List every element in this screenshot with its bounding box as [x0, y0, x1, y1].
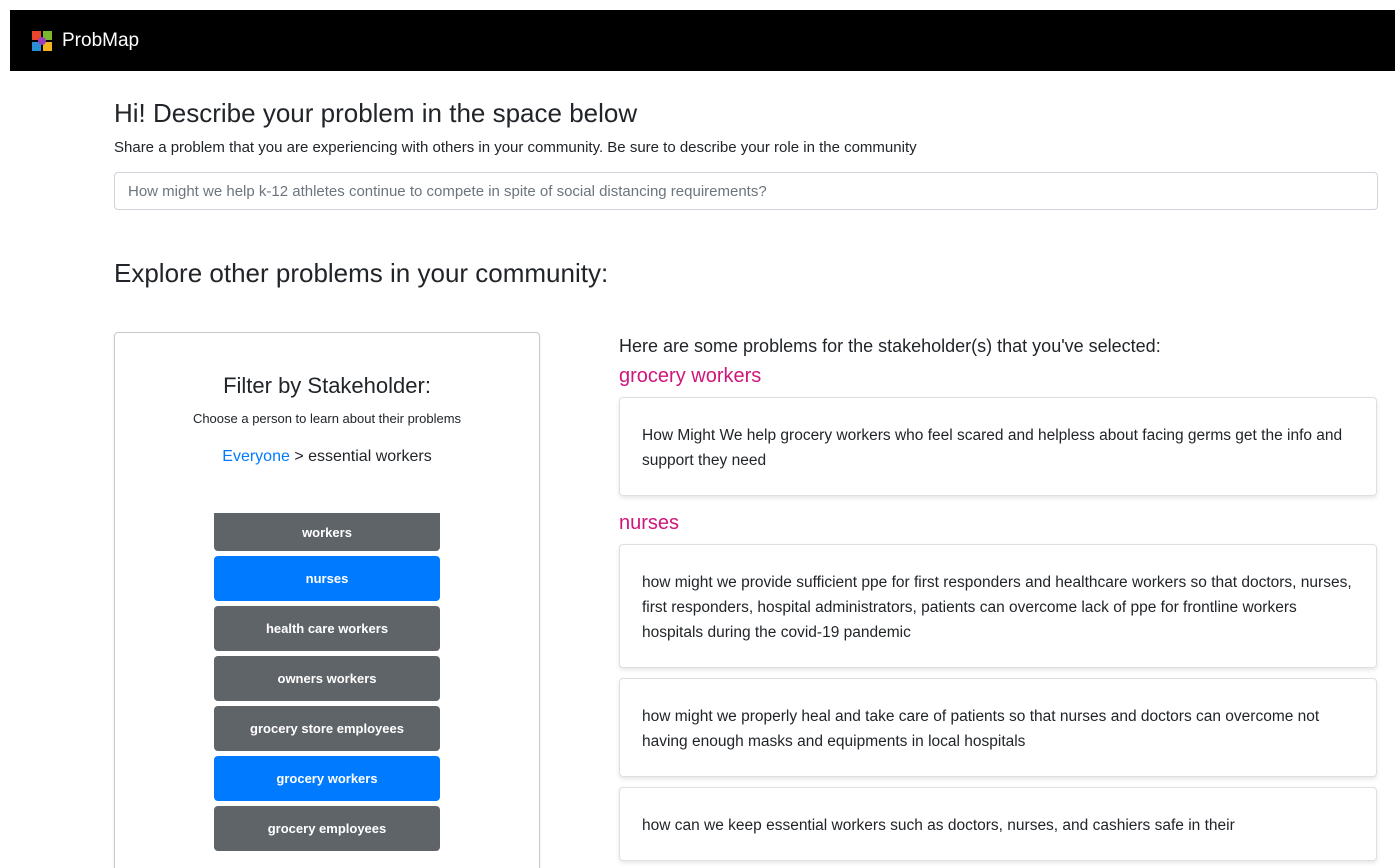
main-section — [114, 98, 1378, 289]
group-heading-nurses: nurses — [619, 512, 680, 534]
stakeholder-button-owners-workers[interactable]: owners workers — [214, 656, 440, 701]
problem-card[interactable]: how might we provide sufficient ppe for first responders and healthcare workers so that doctors, nurses, first responders, hospital administrators, patients can overcome lack of ppe for frontline workers hospitals during the covid-19 pandemic — [619, 544, 1377, 668]
breadcrumb-current: essential workers — [308, 448, 432, 465]
stakeholder-filter-panel — [114, 332, 540, 868]
filter-title: Filter by Stakeholder: — [223, 373, 431, 398]
stakeholder-button-grocery-store-employees[interactable]: grocery store employees — [214, 706, 440, 751]
probmap-logo-icon[interactable] — [30, 29, 54, 53]
navbar — [10, 10, 1395, 71]
problem-input[interactable] — [114, 172, 1378, 210]
breadcrumb-everyone-link[interactable]: Everyone — [222, 448, 290, 465]
stakeholder-list — [214, 513, 440, 856]
problem-card[interactable]: How Might We help grocery workers who feel scared and helpless about facing germs get the info and support they need — [619, 397, 1377, 496]
filter-subtitle: Choose a person to learn about their problems — [192, 411, 462, 426]
explore-title: Explore other problems in your community: — [114, 258, 609, 288]
problem-card[interactable]: how can we keep essential workers such as doctors, nurses, and cashiers safe in their — [619, 787, 1377, 861]
results-panel — [619, 333, 1379, 868]
breadcrumb-separator: > — [289, 448, 309, 465]
group-heading-grocery-workers: grocery workers — [619, 365, 762, 387]
stakeholder-button-grocery-employees[interactable]: grocery employees — [214, 806, 440, 851]
breadcrumb — [115, 448, 539, 466]
stakeholder-button-grocery-workers[interactable]: grocery workers — [214, 756, 440, 801]
app-title[interactable]: ProbMap — [62, 29, 140, 51]
problem-card[interactable]: how might we properly heal and take care of patients so that nurses and doctors can overcome not having enough masks and equipments in local hospitals — [619, 678, 1377, 777]
stakeholder-button-workers[interactable]: workers — [214, 513, 440, 551]
results-heading: Here are some problems for the stakeholder(s) that you've selected: — [619, 336, 1161, 356]
page-subtitle: Share a problem that you are experiencing with others in your community. Be sure to describe your role in the community — [114, 139, 917, 156]
stakeholder-button-health-care-workers[interactable]: health care workers — [214, 606, 440, 651]
page-title: Hi! Describe your problem in the space below — [114, 98, 638, 128]
stakeholder-button-nurses[interactable]: nurses — [214, 556, 440, 601]
